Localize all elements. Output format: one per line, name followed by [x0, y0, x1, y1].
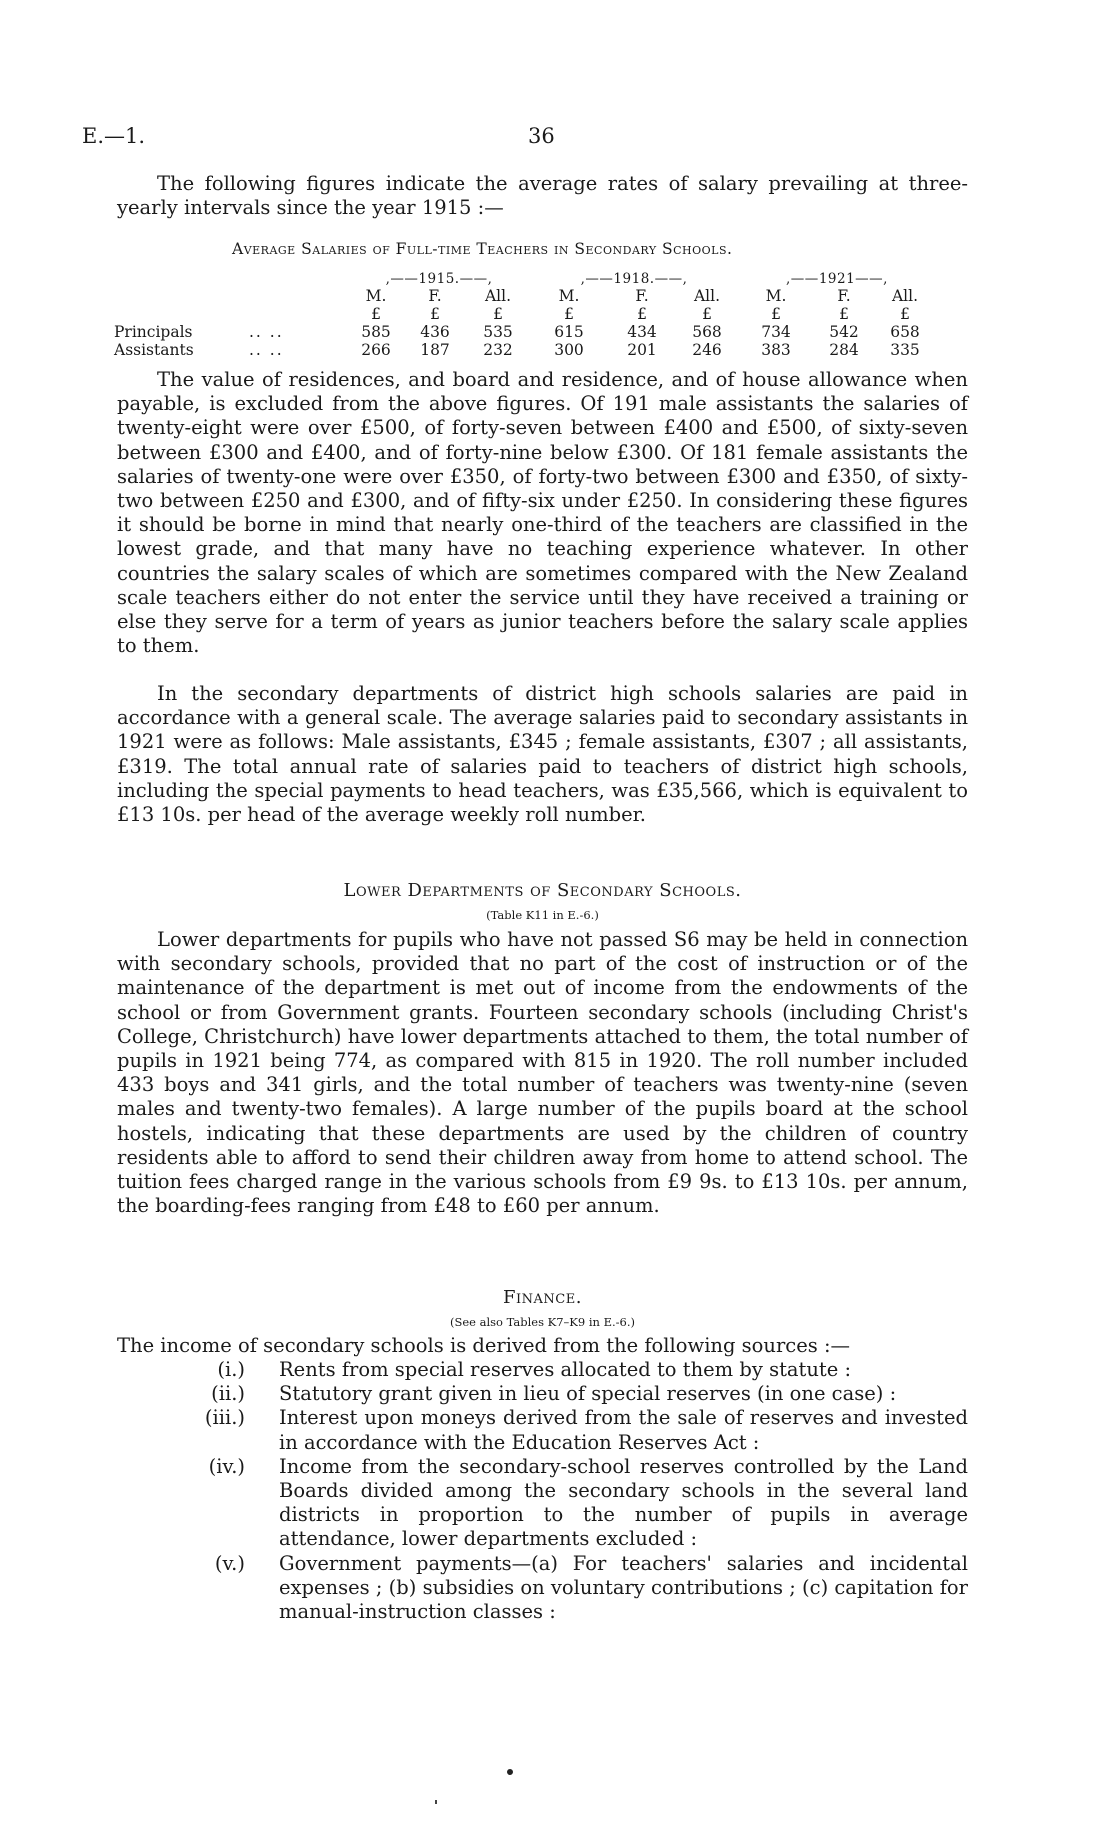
- unit-cell: £: [430, 305, 440, 323]
- table-cell: 436: [420, 323, 450, 341]
- col-header: M.: [558, 287, 580, 305]
- row-label: Principals: [114, 323, 193, 341]
- table-cell: 266: [361, 341, 391, 359]
- table-row: [114, 341, 935, 359]
- list-item-number: (v.): [214, 1551, 245, 1575]
- list-item-text: Statutory grant given in lieu of special reserves (in one case) :: [279, 1382, 897, 1406]
- col-header: All.: [693, 287, 721, 305]
- table-cell: 284: [829, 341, 859, 359]
- table-title: Average Salaries of Full-time Teachers in Secondary Schools.: [232, 240, 733, 258]
- table-cell: 383: [761, 341, 791, 359]
- unit-cell: £: [564, 305, 574, 323]
- list-item-number: (iii.): [204, 1406, 245, 1430]
- unit-cell: £: [839, 305, 849, 323]
- income-sources-list: [117, 1358, 968, 1624]
- finance-intro: The income of secondary schools is derived from the following sources :—: [117, 1334, 851, 1357]
- table-cell: 535: [483, 323, 513, 341]
- unit-cell: £: [771, 305, 781, 323]
- unit-cell: £: [637, 305, 647, 323]
- column-header-row: [114, 287, 935, 305]
- col-header: F.: [428, 287, 442, 305]
- list-item-number: (i.): [217, 1358, 245, 1381]
- year-header-row: ,——1915.——, ,——1918.——, ,——1921——,: [385, 270, 888, 287]
- list-item-text: Income from the secondary-school reserves controlled by the Land Boards divided among the secondary schools in the several land districts in proportion to the number of pupils in average attendance, lower departments excluded :: [279, 1454, 968, 1551]
- unit-cell: £: [371, 305, 381, 323]
- page-number: 36: [528, 124, 555, 148]
- list-item-number: (ii.): [211, 1382, 245, 1406]
- col-header: All.: [891, 287, 919, 305]
- residences-paragraph: The value of residences, and board and residence, and of house allowance when payable, is excluded from the above figures. Of 191 male assistants the salaries of twenty-eight were over £500, of forty-seven between £400 and £500, of sixty-seven between £300 and £400, and of forty-nine below £300. Of 181 female assistants the salaries of twenty-one were over £350, of forty-two between £300 and £350, of sixty-two between £250 and £300, and of fifty-six under £250. In considering these figures it should be borne in mind that nearly one-third of the teachers are classified in the lowest grade, and that many have no teaching experience whatever. In other countries the salary scales of which are sometimes compared with the New Zealand scale teachers either do not enter the service until they have received a training or else they serve for a term of years as junior teachers before the salary scale applies to them.: [117, 368, 968, 658]
- table-cell: 201: [627, 341, 657, 359]
- table-cell: 568: [692, 323, 722, 341]
- col-header: M.: [365, 287, 387, 305]
- col-header: F.: [837, 287, 851, 305]
- finance-subheading: (See also Tables K7–K9 in E.-6.): [449, 1315, 636, 1329]
- col-header: M.: [765, 287, 787, 305]
- list-item: [117, 1552, 968, 1625]
- list-item: [117, 1358, 968, 1382]
- leader-dots: .. ..: [249, 341, 284, 359]
- table-cell: 246: [692, 341, 722, 359]
- ink-speck: [435, 1800, 437, 1804]
- salary-table: [114, 270, 935, 359]
- list-item-text: Interest upon moneys derived from the sale of reserves and invested in accordance with the Education Reserves Act :: [279, 1406, 968, 1454]
- lower-departments-paragraph: Lower departments for pupils who have not passed S6 may be held in connection with secondary schools, provided that no part of the cost of instruction or of the maintenance of the department is met out of income from the endowments of the school or from Government grants. Fourteen secondary schools (including Christ's College, Christchurch) have lower departments attached to them, the total number of pupils in 1921 being 774, as compared with 815 in 1920. The roll number included 433 boys and 341 girls, and the total number of teachers was twenty-nine (seven males and twenty-two females). A large number of the pupils board at the school hostels, indicating that these departments are used by the children of country residents able to afford to send their children away from home to attend school. The tuition fees charged range in the various schools from £9 9s. to £13 10s. per annum, the boarding-fees ranging from £48 to £60 per annum.: [117, 928, 968, 1218]
- table-cell: 734: [761, 323, 791, 341]
- list-item: [117, 1406, 968, 1454]
- col-header: All.: [484, 287, 512, 305]
- finance-heading: Finance.: [503, 1287, 582, 1308]
- row-label: Assistants: [114, 341, 194, 359]
- list-item-text: Government payments—(a) For teachers' salaries and incidental expenses ; (b) subsidies on voluntary contributions ; (c) capitation for manual-instruction classes :: [279, 1551, 968, 1624]
- intro-paragraph: The following figures indicate the average rates of salary prevailing at three-yearly intervals since the year 1915 :—: [117, 172, 968, 220]
- table-cell: 658: [890, 323, 920, 341]
- unit-cell: £: [493, 305, 503, 323]
- table-row: [114, 323, 935, 341]
- bullet-mark: [507, 1769, 513, 1775]
- lower-departments-subheading: (Table K11 in E.-6.): [486, 908, 599, 922]
- year-1921: 1921: [818, 270, 856, 287]
- table-cell: 542: [829, 323, 859, 341]
- district-high-schools-paragraph: In the secondary departments of district high schools salaries are paid in accordance with a general scale. The average salaries paid to secondary assistants in 1921 were as follows: Male assistants, £345 ; female assistants, £307 ; all assistants, £319. The total annual rate of salaries paid to teachers of district high schools, including the special payments to head teachers, was £35,566, which is equivalent to £13 10s. per head of the average weekly roll number.: [117, 682, 968, 827]
- lower-departments-heading: Lower Departments of Secondary Schools.: [343, 880, 742, 901]
- list-item-number: (iv.): [208, 1454, 245, 1478]
- leader-dots: .. ..: [249, 323, 284, 341]
- table-cell: 615: [554, 323, 584, 341]
- list-item: [117, 1455, 968, 1552]
- year-1918: 1918.: [613, 270, 655, 287]
- col-header: F.: [635, 287, 649, 305]
- table-cell: 335: [890, 341, 920, 359]
- unit-cell: £: [900, 305, 910, 323]
- table-cell: 300: [554, 341, 584, 359]
- unit-cell: £: [702, 305, 712, 323]
- list-item: [117, 1382, 968, 1406]
- year-1915: 1915.: [418, 270, 460, 287]
- table-cell: 585: [361, 323, 391, 341]
- document-reference: E.—1.: [82, 124, 146, 148]
- unit-row: [114, 305, 935, 323]
- list-item-text: Rents from special reserves allocated to them by statute :: [279, 1358, 852, 1381]
- table-cell: 232: [483, 341, 513, 359]
- table-cell: 187: [420, 341, 450, 359]
- table-cell: 434: [627, 323, 657, 341]
